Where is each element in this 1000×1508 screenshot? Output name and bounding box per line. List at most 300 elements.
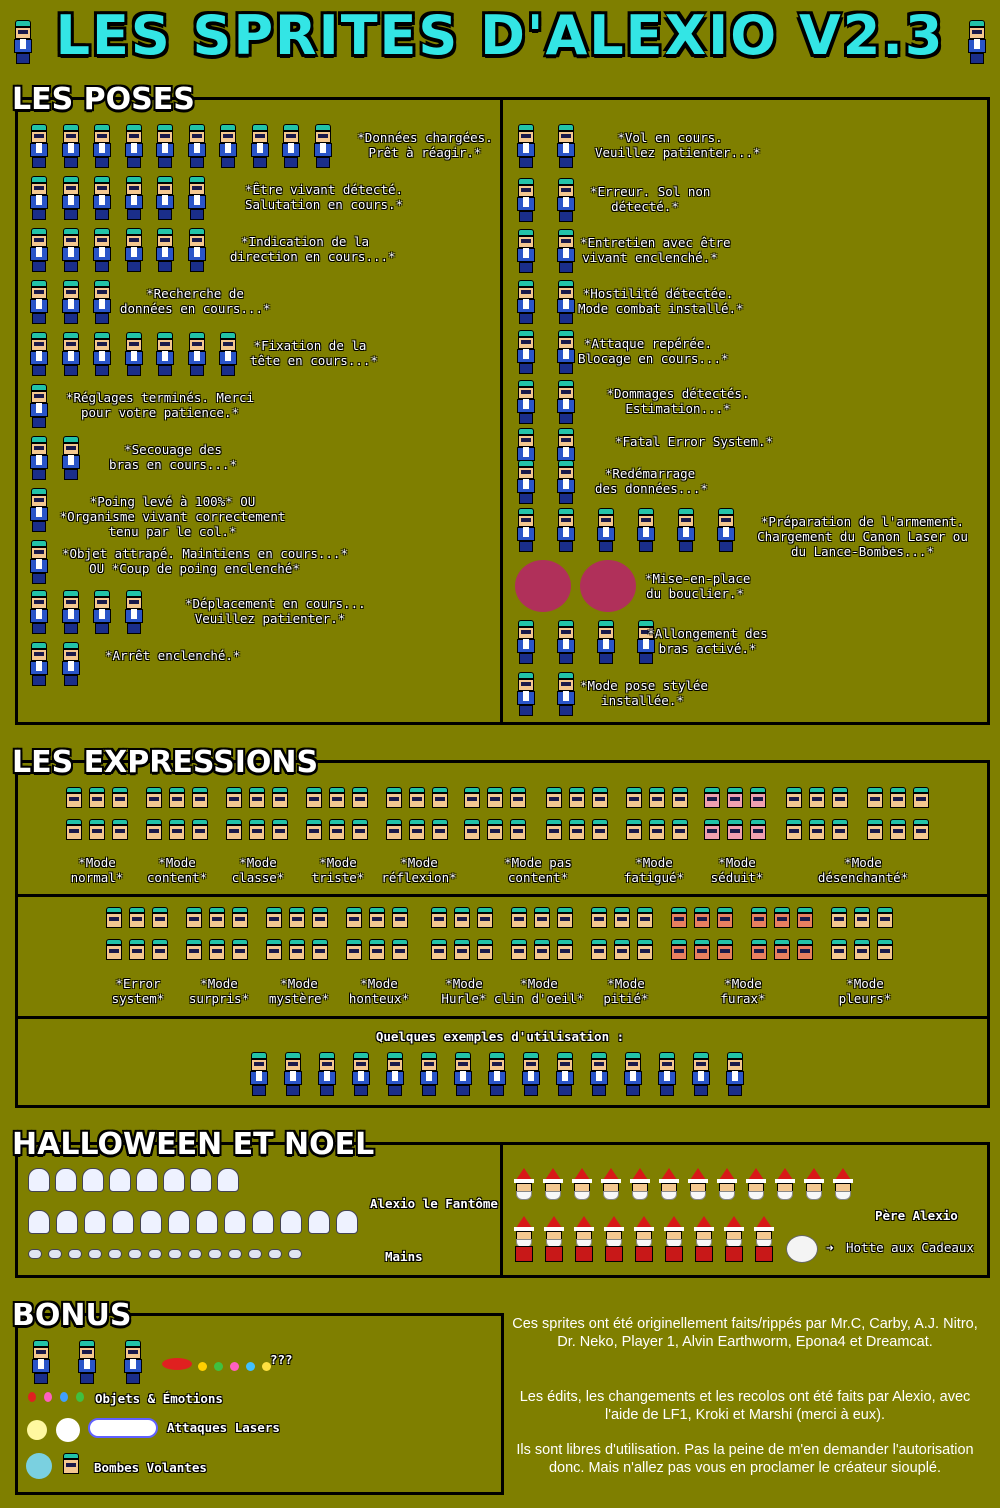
santa-alexio-sprite bbox=[657, 1168, 681, 1200]
alexio-face bbox=[853, 939, 871, 961]
alexio-sprite bbox=[622, 1052, 644, 1096]
alexio-face bbox=[716, 939, 734, 961]
alexio-face bbox=[889, 819, 907, 841]
alexio-face bbox=[773, 907, 791, 929]
alexio-face bbox=[248, 819, 266, 841]
ghost-sprite bbox=[55, 1168, 77, 1192]
pose-caption: *Fatal Error System.* bbox=[615, 434, 774, 449]
alexio-face bbox=[749, 787, 767, 809]
alexio-sprite bbox=[28, 332, 50, 376]
santa-alexio-sprite bbox=[686, 1168, 710, 1200]
alexio-face bbox=[533, 939, 551, 961]
alexio-face bbox=[111, 819, 129, 841]
santa-alexio-sprite bbox=[572, 1216, 596, 1262]
expression-caption: *Mode séduit* bbox=[710, 855, 764, 885]
santa-alexio-sprite bbox=[692, 1216, 716, 1262]
pose-caption: *Déplacement en cours... Veuillez patienter.* bbox=[185, 596, 366, 626]
objects-label: Objets & Émotions bbox=[95, 1391, 223, 1406]
alexio-face bbox=[476, 907, 494, 929]
expression-caption: *Mode pleurs* bbox=[838, 976, 892, 1006]
alexio-sprite bbox=[28, 124, 50, 168]
alexio-sprite bbox=[724, 1052, 746, 1096]
alexio-sprite bbox=[515, 508, 537, 552]
pose-caption: *Entretien avec être vivant enclenché.* bbox=[580, 235, 731, 265]
pose-caption: *Dommages détectés. Estimation...* bbox=[606, 386, 750, 416]
expression-caption: *Mode pas content* bbox=[504, 855, 572, 885]
alexio-face bbox=[453, 907, 471, 929]
laser-beam-icon bbox=[88, 1418, 158, 1438]
bonus-unknown-label: ??? bbox=[270, 1352, 293, 1367]
alexio-face bbox=[703, 819, 721, 841]
alexio-sprite bbox=[91, 590, 113, 634]
ghost-hand-icon bbox=[268, 1249, 282, 1259]
ghost-sprite bbox=[224, 1210, 246, 1234]
alexio-face bbox=[248, 787, 266, 809]
alexio-sprite bbox=[486, 1052, 508, 1096]
ghost-sprite bbox=[112, 1210, 134, 1234]
alexio-corner-sprite-right bbox=[966, 20, 988, 64]
alexio-face bbox=[265, 939, 283, 961]
alexio-face bbox=[391, 939, 409, 961]
ghost-hand-icon bbox=[188, 1249, 202, 1259]
alexio-face bbox=[151, 939, 169, 961]
alexio-face bbox=[510, 939, 528, 961]
alexio-face bbox=[831, 787, 849, 809]
expression-caption: *Mode fatigué* bbox=[623, 855, 685, 885]
alexio-face bbox=[590, 939, 608, 961]
santa-alexio-sprite bbox=[662, 1216, 686, 1262]
alexio-sprite bbox=[28, 642, 50, 686]
alexio-face bbox=[208, 907, 226, 929]
alexio-sprite bbox=[60, 124, 82, 168]
alexio-sprite bbox=[28, 488, 50, 532]
pose-caption: *Objet attrapé. Maintiens en cours...* OU *Coup de poing enclenché* bbox=[62, 546, 348, 576]
ghost-sprite bbox=[190, 1168, 212, 1192]
shield-icon bbox=[580, 560, 636, 612]
alexio-face bbox=[62, 1453, 80, 1475]
alexio-face bbox=[391, 907, 409, 929]
ghost-hand-icon bbox=[228, 1249, 242, 1259]
alexio-face bbox=[408, 787, 426, 809]
alexio-face bbox=[430, 907, 448, 929]
poses-divider bbox=[500, 97, 503, 725]
alexio-face bbox=[648, 819, 666, 841]
bombs-label: Bombes Volantes bbox=[94, 1460, 207, 1475]
pose-caption: *Préparation de l'armement. Chargement du Canon Laser ou du Lance-Bombes...* bbox=[757, 514, 968, 559]
alexio-sprite bbox=[555, 280, 577, 324]
alexio-sprite bbox=[595, 620, 617, 664]
alexio-face bbox=[185, 907, 203, 929]
alexio-face bbox=[453, 939, 471, 961]
pose-caption: *Fixation de la tête en cours...* bbox=[250, 338, 378, 368]
ghost-hand-icon bbox=[288, 1249, 302, 1259]
expression-caption: *Mode surpris* bbox=[188, 976, 250, 1006]
alexio-face bbox=[271, 819, 289, 841]
alexio-face bbox=[590, 907, 608, 929]
alexio-face bbox=[486, 787, 504, 809]
alexio-sprite bbox=[28, 436, 50, 480]
alexio-face bbox=[463, 787, 481, 809]
alexio-face bbox=[876, 907, 894, 929]
alexio-sprite bbox=[186, 176, 208, 220]
alexio-face bbox=[151, 907, 169, 929]
santa-alexio-sprite bbox=[542, 1216, 566, 1262]
alexio-face bbox=[305, 819, 323, 841]
alexio-sprite bbox=[316, 1052, 338, 1096]
alexio-sprite bbox=[312, 124, 334, 168]
alexio-face bbox=[726, 819, 744, 841]
pose-caption: *Recherche de données en cours...* bbox=[120, 286, 271, 316]
expressions-divider-2 bbox=[15, 1016, 990, 1019]
alexio-face bbox=[431, 787, 449, 809]
alexio-sprite bbox=[154, 332, 176, 376]
alexio-face bbox=[311, 907, 329, 929]
alexio-sprite bbox=[60, 332, 82, 376]
santa-alexio-sprite bbox=[602, 1216, 626, 1262]
alexio-sprite bbox=[588, 1052, 610, 1096]
santa-alexio-sprite bbox=[722, 1216, 746, 1262]
alexio-face bbox=[88, 787, 106, 809]
alexio-sprite bbox=[60, 228, 82, 272]
rocket-icon bbox=[162, 1358, 192, 1370]
pose-caption: *Hostilité détectée. Mode combat installé.* bbox=[578, 286, 744, 316]
alexio-face bbox=[556, 939, 574, 961]
alexio-face bbox=[105, 939, 123, 961]
alexio-sprite bbox=[217, 332, 239, 376]
alexio-face bbox=[625, 787, 643, 809]
santa-alexio-sprite bbox=[802, 1168, 826, 1200]
alexio-face bbox=[876, 939, 894, 961]
hands-label: Mains bbox=[385, 1249, 423, 1264]
alexio-face bbox=[168, 787, 186, 809]
pose-caption: *Indication de la direction en cours...* bbox=[230, 234, 396, 264]
ghost-sprite bbox=[168, 1210, 190, 1234]
pose-caption: *Vol en cours. Veuillez patienter...* bbox=[595, 130, 761, 160]
alexio-sprite bbox=[418, 1052, 440, 1096]
alexio-face bbox=[265, 907, 283, 929]
santa-alexio-sprite bbox=[541, 1168, 565, 1200]
alexio-face bbox=[509, 787, 527, 809]
alexio-sprite bbox=[555, 672, 577, 716]
alexio-sprite bbox=[154, 228, 176, 272]
alexio-sprite bbox=[91, 280, 113, 324]
alexio-sprite bbox=[452, 1052, 474, 1096]
credits-paragraph-1: Ces sprites ont été originellement faits/rippés par Mr.C, Carby, A.J. Nitro, Dr. Neko, Player 1, Alvin Earthworm, Epona4 et Dreamcat. bbox=[512, 1316, 978, 1350]
pose-caption: *Données chargées. Prêt à réagir.* bbox=[357, 130, 493, 160]
alexio-face bbox=[591, 819, 609, 841]
alexio-face bbox=[831, 819, 849, 841]
alexio-sprite bbox=[60, 642, 82, 686]
alexio-sprite bbox=[515, 620, 537, 664]
section-title-poses: LES POSES bbox=[12, 82, 195, 117]
alexio-face bbox=[648, 787, 666, 809]
alexio-face bbox=[145, 819, 163, 841]
expression-caption: *Mode classe* bbox=[231, 855, 285, 885]
sack-arrow-icon: ➜ bbox=[826, 1240, 834, 1255]
alexio-sprite bbox=[635, 508, 657, 552]
santa-alexio-sprite bbox=[752, 1216, 776, 1262]
alexio-face bbox=[750, 907, 768, 929]
pose-caption: *Attaque repérée. Blocage en cours...* bbox=[578, 336, 729, 366]
alexio-face bbox=[773, 939, 791, 961]
emotion-icon bbox=[198, 1362, 207, 1371]
alexio-face bbox=[636, 907, 654, 929]
santa-alexio-sprite bbox=[632, 1216, 656, 1262]
alexio-sprite bbox=[515, 460, 537, 504]
halloween-divider bbox=[500, 1142, 503, 1278]
alexio-face bbox=[431, 819, 449, 841]
pose-caption: *Secouage des bras en cours...* bbox=[109, 442, 237, 472]
alexio-sprite bbox=[555, 508, 577, 552]
alexio-sprite bbox=[28, 176, 50, 220]
santa-alexio-sprite bbox=[599, 1168, 623, 1200]
alexio-face bbox=[671, 819, 689, 841]
alexio-sprite bbox=[91, 176, 113, 220]
expression-caption: *Mode désenchanté* bbox=[817, 855, 909, 885]
object-icon bbox=[60, 1392, 68, 1402]
alexio-face bbox=[830, 907, 848, 929]
ghost-hand-icon bbox=[28, 1249, 42, 1259]
ghost-sprite bbox=[56, 1210, 78, 1234]
alexio-face bbox=[866, 787, 884, 809]
alexio-face bbox=[671, 787, 689, 809]
alexio-face bbox=[345, 907, 363, 929]
ghost-hand-icon bbox=[248, 1249, 262, 1259]
ghost-sprite bbox=[308, 1210, 330, 1234]
alexio-sprite bbox=[554, 1052, 576, 1096]
section-title-expressions: LES EXPRESSIONS bbox=[12, 745, 319, 780]
alexio-sprite bbox=[60, 280, 82, 324]
emotion-icon bbox=[214, 1362, 223, 1371]
alexio-sprite bbox=[515, 380, 537, 424]
alexio-sprite bbox=[91, 228, 113, 272]
alexio-sprite bbox=[555, 178, 577, 222]
ghost-hand-icon bbox=[208, 1249, 222, 1259]
alexio-sprite bbox=[282, 1052, 304, 1096]
alexio-face bbox=[510, 907, 528, 929]
gift-sack-icon bbox=[786, 1235, 818, 1263]
alexio-sprite bbox=[186, 228, 208, 272]
pose-caption: *Réglages terminés. Merci pour votre patience.* bbox=[65, 390, 255, 420]
alexio-sprite bbox=[555, 229, 577, 273]
ghost-sprite bbox=[196, 1210, 218, 1234]
alexio-sprite bbox=[28, 280, 50, 324]
alexio-face bbox=[191, 819, 209, 841]
alexio-face bbox=[231, 939, 249, 961]
alexio-face bbox=[912, 787, 930, 809]
alexio-face bbox=[385, 787, 403, 809]
alexio-face bbox=[328, 787, 346, 809]
alexio-face bbox=[509, 819, 527, 841]
alexio-face bbox=[208, 939, 226, 961]
emotion-icon bbox=[230, 1362, 239, 1371]
alexio-sprite bbox=[350, 1052, 372, 1096]
alexio-face bbox=[545, 819, 563, 841]
laser-orb-icon bbox=[27, 1420, 47, 1440]
santa-alexio-sprite bbox=[512, 1168, 536, 1200]
pose-caption: *Poing levé à 100%* OU *Organisme vivant correctement tenu par le col.* bbox=[59, 494, 286, 539]
ghost-sprite bbox=[140, 1210, 162, 1234]
expression-caption: *Mode content* bbox=[146, 855, 208, 885]
alexio-face bbox=[533, 907, 551, 929]
alexio-face bbox=[225, 787, 243, 809]
alexio-face bbox=[88, 819, 106, 841]
alexio-face bbox=[670, 939, 688, 961]
pose-caption: *Arrêt enclenché.* bbox=[105, 648, 241, 663]
alexio-sprite bbox=[715, 508, 737, 552]
section-title-halloween: HALLOWEEN ET NOEL bbox=[12, 1127, 375, 1162]
alexio-face bbox=[311, 939, 329, 961]
alexio-sprite bbox=[28, 228, 50, 272]
alexio-sprite bbox=[123, 176, 145, 220]
expression-caption: *Mode pitié* bbox=[603, 976, 649, 1006]
alexio-sprite bbox=[515, 280, 537, 324]
credits-paragraph-2: Les édits, les changements et les recolos ont été faits par Alexio, avec l'aide de LF1, Kroki et Marshi (merci à eux). bbox=[519, 1389, 971, 1423]
alexio-face bbox=[693, 939, 711, 961]
alexio-face bbox=[749, 819, 767, 841]
shield-icon bbox=[515, 560, 571, 612]
ghost-hand-icon bbox=[88, 1249, 102, 1259]
credits-paragraph-3: Ils sont libres d'utilisation. Pas la peine de m'en demander l'autorisation donc. Mais n'allez pas vous en proclamer le créateur siouplé. bbox=[516, 1442, 974, 1476]
alexio-face bbox=[716, 907, 734, 929]
alexio-sprite bbox=[555, 460, 577, 504]
alexio-sprite bbox=[154, 124, 176, 168]
santa-alexio-sprite bbox=[773, 1168, 797, 1200]
alexio-face bbox=[408, 819, 426, 841]
alexio-face bbox=[808, 787, 826, 809]
alexio-face bbox=[796, 907, 814, 929]
emotion-icon bbox=[246, 1362, 255, 1371]
alexio-sprite bbox=[123, 332, 145, 376]
pose-caption: *Allongement des bras activé.* bbox=[647, 626, 768, 656]
alexio-face bbox=[430, 939, 448, 961]
alexio-face bbox=[625, 819, 643, 841]
alexio-sprite bbox=[515, 124, 537, 168]
alexio-sprite bbox=[186, 124, 208, 168]
alexio-sprite bbox=[675, 508, 697, 552]
ghost-sprite bbox=[28, 1210, 50, 1234]
alexio-sprite bbox=[186, 332, 208, 376]
santa-alexio-sprite bbox=[715, 1168, 739, 1200]
alexio-sprite bbox=[555, 330, 577, 374]
alexio-face bbox=[703, 787, 721, 809]
alexio-face bbox=[866, 819, 884, 841]
alexio-face bbox=[231, 907, 249, 929]
alexio-face bbox=[288, 939, 306, 961]
ghost-hand-icon bbox=[128, 1249, 142, 1259]
alexio-face bbox=[556, 907, 574, 929]
alexio-sprite bbox=[123, 228, 145, 272]
alexio-corner-sprite-left bbox=[12, 20, 34, 64]
alexio-sprite bbox=[555, 124, 577, 168]
pose-caption: *Redémarrage des données...* bbox=[595, 466, 708, 496]
ghost-sprite bbox=[280, 1210, 302, 1234]
santa-alexio-sprite bbox=[570, 1168, 594, 1200]
alexio-face bbox=[486, 819, 504, 841]
ghost-sprite bbox=[136, 1168, 158, 1192]
alexio-face bbox=[185, 939, 203, 961]
alexio-face bbox=[128, 907, 146, 929]
ghost-sprite bbox=[217, 1168, 239, 1192]
alexio-face bbox=[670, 907, 688, 929]
alexio-sprite bbox=[217, 124, 239, 168]
alexio-sprite bbox=[690, 1052, 712, 1096]
alexio-face bbox=[225, 819, 243, 841]
object-icon bbox=[28, 1392, 36, 1402]
expressions-divider-1 bbox=[15, 894, 990, 897]
alexio-face bbox=[785, 819, 803, 841]
alexio-sprite bbox=[555, 380, 577, 424]
alexio-face bbox=[591, 787, 609, 809]
alexio-face bbox=[830, 939, 848, 961]
alexio-face bbox=[368, 939, 386, 961]
alexio-sprite bbox=[656, 1052, 678, 1096]
alexio-sprite bbox=[123, 124, 145, 168]
alexio-sprite bbox=[28, 384, 50, 428]
alexio-face bbox=[463, 819, 481, 841]
ghost-sprite bbox=[252, 1210, 274, 1234]
expression-caption: *Mode honteux* bbox=[348, 976, 410, 1006]
ghost-hand-icon bbox=[48, 1249, 62, 1259]
ghost-sprite bbox=[336, 1210, 358, 1234]
alexio-face bbox=[613, 939, 631, 961]
pose-caption: *Mise-en-place du bouclier.* bbox=[645, 571, 751, 601]
alexio-face bbox=[912, 819, 930, 841]
alexio-face bbox=[345, 939, 363, 961]
alexio-face bbox=[568, 787, 586, 809]
alexio-face bbox=[288, 907, 306, 929]
expression-caption: *Mode mystère* bbox=[268, 976, 330, 1006]
ghost-sprite bbox=[163, 1168, 185, 1192]
ghost-sprite bbox=[28, 1168, 50, 1192]
sack-label: Hotte aux Cadeaux bbox=[846, 1240, 974, 1255]
alexio-face bbox=[568, 819, 586, 841]
alexio-face bbox=[853, 907, 871, 929]
alexio-sprite bbox=[515, 229, 537, 273]
alexio-sprite bbox=[30, 1340, 52, 1384]
alexio-sprite bbox=[60, 436, 82, 480]
alexio-face bbox=[368, 907, 386, 929]
alexio-face bbox=[145, 787, 163, 809]
alexio-face bbox=[636, 939, 654, 961]
alexio-sprite bbox=[280, 124, 302, 168]
ghost-hand-icon bbox=[148, 1249, 162, 1259]
laser-orb-icon bbox=[56, 1418, 80, 1442]
alexio-face bbox=[693, 907, 711, 929]
pose-caption: *Être vivant détecté. Salutation en cours.* bbox=[245, 182, 404, 212]
alexio-face bbox=[128, 939, 146, 961]
object-icon bbox=[44, 1392, 52, 1402]
alexio-face bbox=[785, 787, 803, 809]
examples-label: Quelques exemples d'utilisation : bbox=[375, 1029, 625, 1044]
alexio-sprite bbox=[123, 590, 145, 634]
alexio-sprite bbox=[515, 178, 537, 222]
ghost-hand-icon bbox=[168, 1249, 182, 1259]
alexio-sprite bbox=[248, 1052, 270, 1096]
alexio-sprite bbox=[595, 508, 617, 552]
ghost-hand-icon bbox=[68, 1249, 82, 1259]
alexio-face bbox=[545, 787, 563, 809]
section-title-bonus: BONUS bbox=[12, 1298, 132, 1333]
alexio-face bbox=[111, 787, 129, 809]
alexio-sprite bbox=[384, 1052, 406, 1096]
alexio-face bbox=[726, 787, 744, 809]
santa-alexio-sprite bbox=[512, 1216, 536, 1262]
object-icon bbox=[76, 1392, 84, 1402]
alexio-sprite bbox=[28, 540, 50, 584]
expression-caption: *Mode triste* bbox=[311, 855, 365, 885]
alexio-face bbox=[385, 819, 403, 841]
